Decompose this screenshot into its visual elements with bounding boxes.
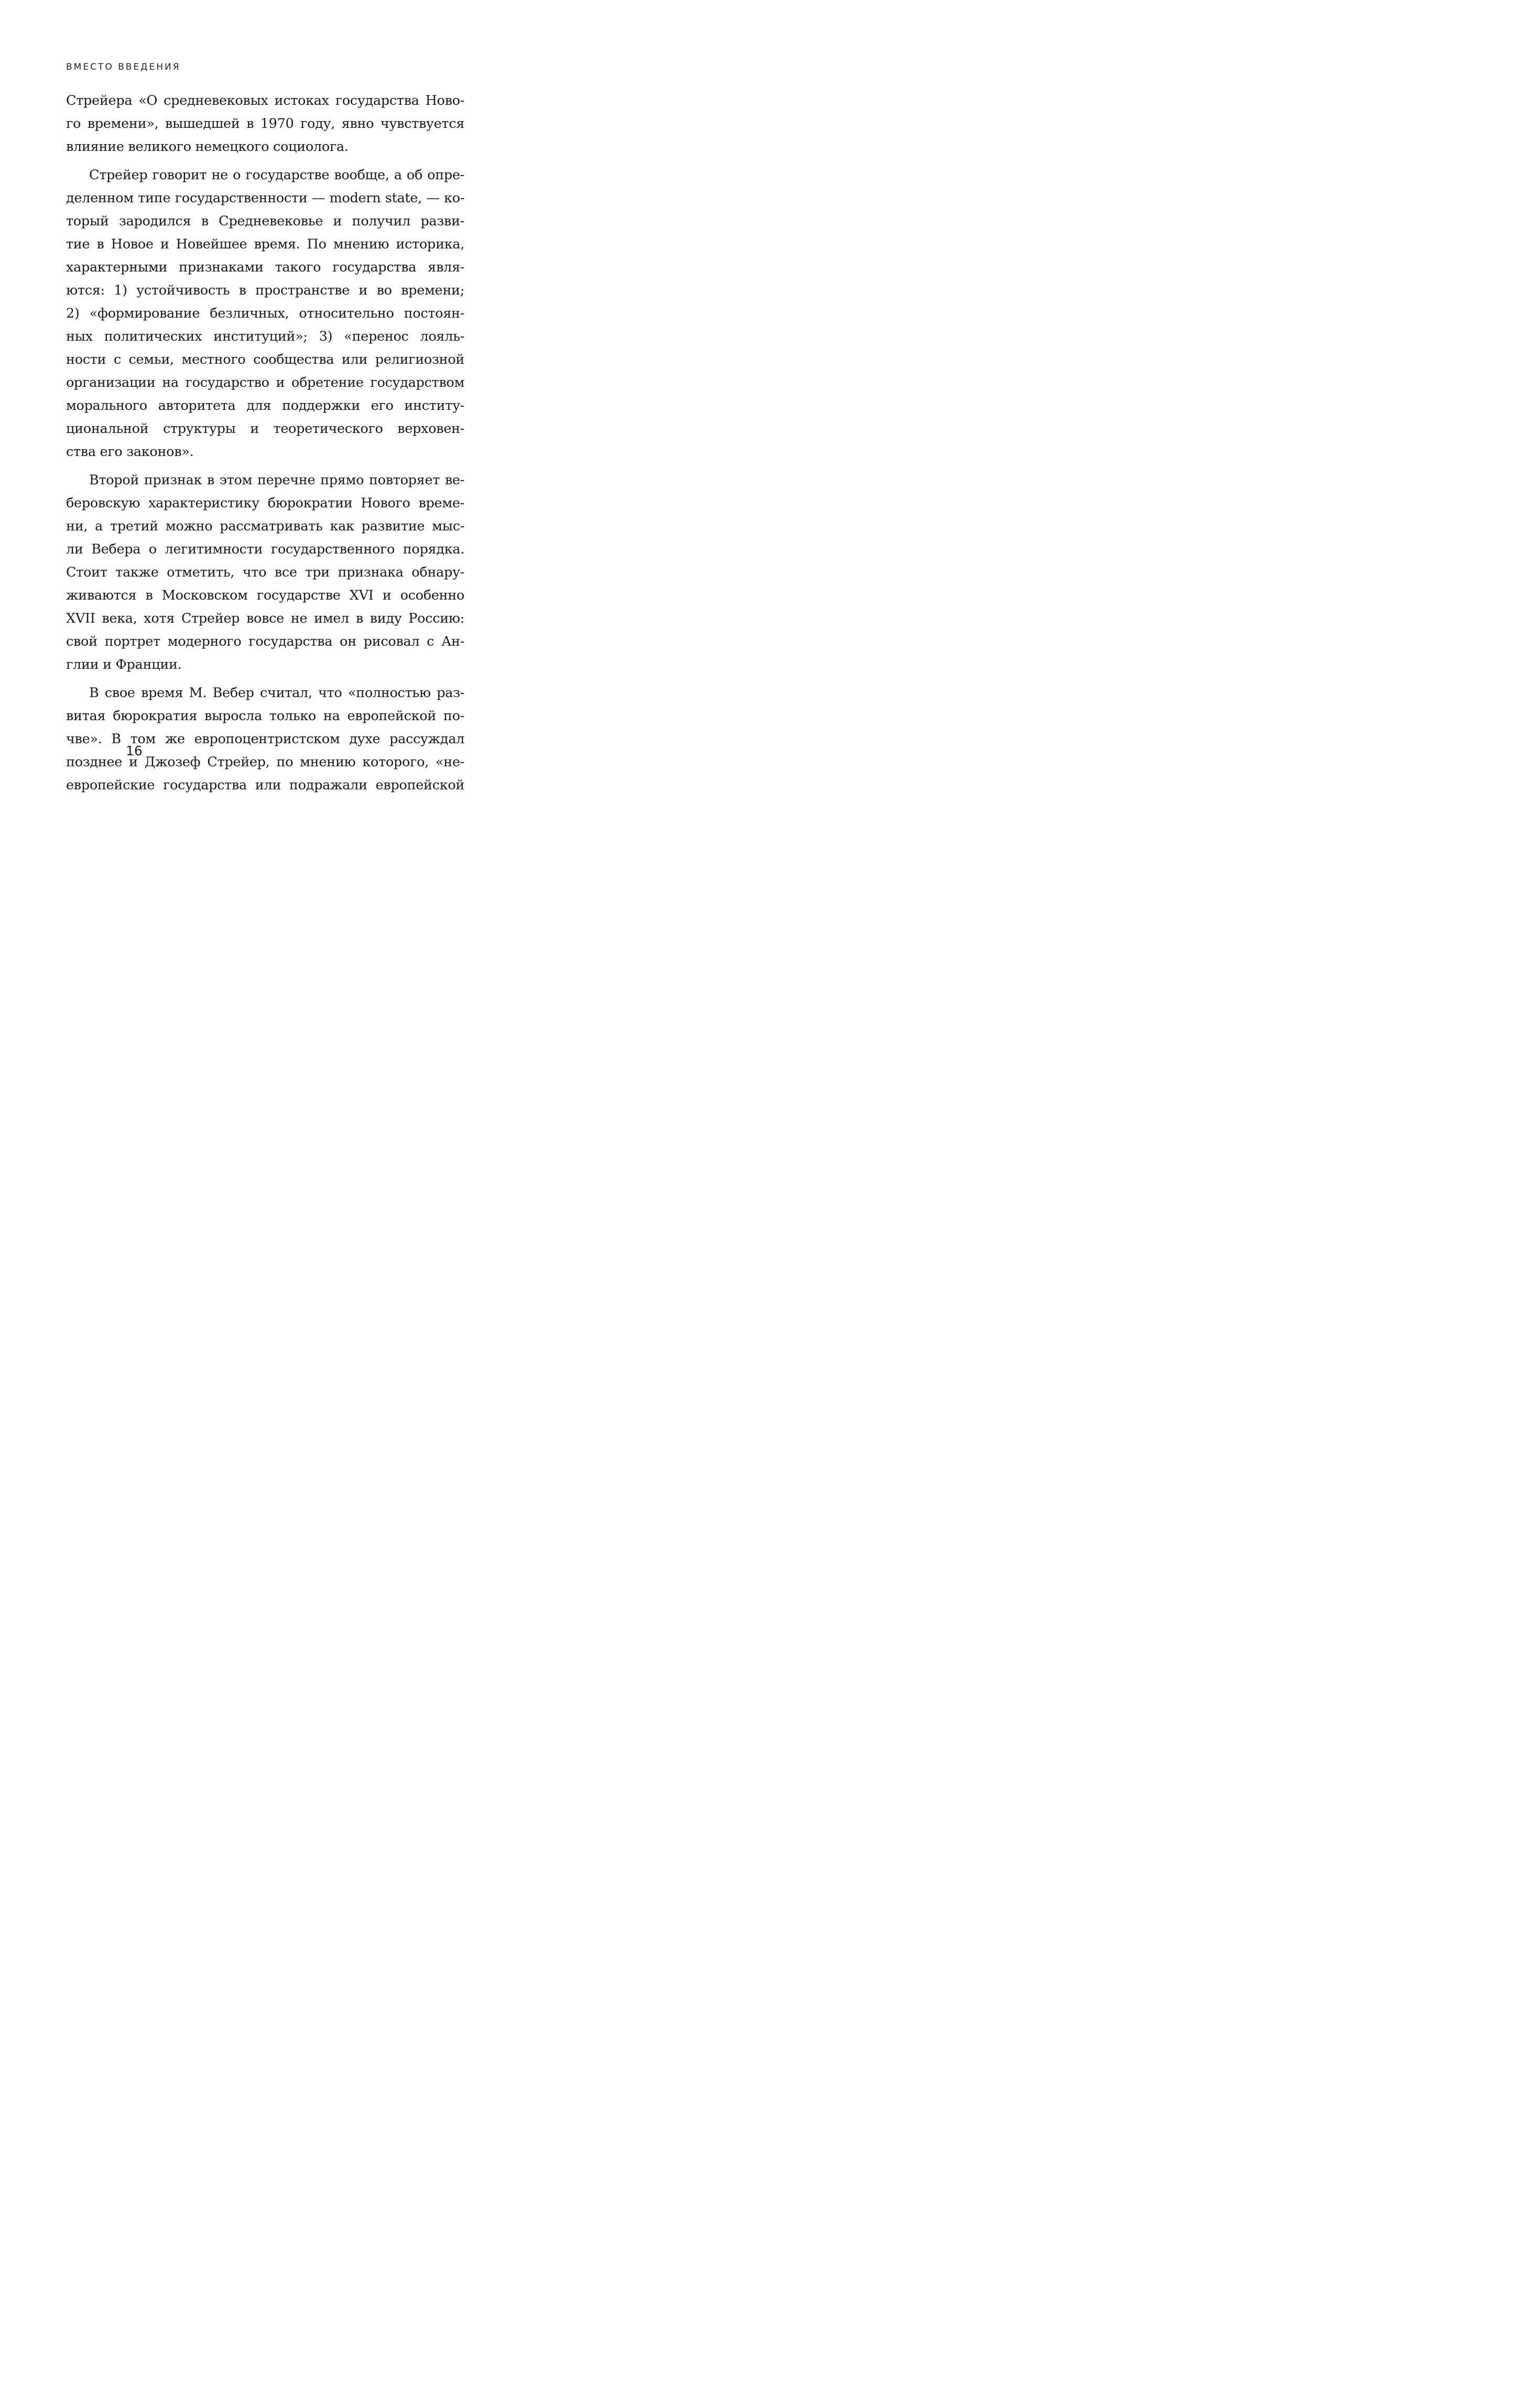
text-line: го времени», вышедшей в 1970 году, явно чувствуется bbox=[66, 116, 464, 132]
text-line: ных политических институций»; 3) «перенос лояль- bbox=[66, 329, 464, 344]
text-line: позднее и Джозеф Стрейер, по мнению которого, «не- bbox=[66, 754, 464, 770]
text-line: Второй признак в этом перечне прямо повторяет ве- bbox=[89, 472, 464, 488]
text-line: ются: 1) устойчивость в пространстве и во времени; bbox=[66, 283, 464, 298]
text-line: чве». В том же европоцентристском духе рассуждал bbox=[66, 731, 464, 747]
text-line: влияние великого немецкого социолога. bbox=[66, 139, 349, 155]
text-line: ности с семьи, местного сообщества или религиозной bbox=[66, 352, 464, 367]
text-line: ства его законов». bbox=[66, 444, 194, 460]
text-line: Стрейера «О средневековых истоках государства Ново- bbox=[66, 93, 464, 108]
text-line: Стоит также отметить, что все три признака обнару- bbox=[66, 564, 464, 580]
text-line: европейские государства или подражали европейской bbox=[66, 777, 464, 793]
page-number: 16 bbox=[126, 743, 143, 758]
text-line: циональной структуры и теоретического верховен- bbox=[66, 421, 464, 437]
text-line: ни, а третий можно рассматривать как развитие мыс- bbox=[66, 518, 464, 534]
page-body bbox=[66, 89, 464, 797]
text-line: торый зародился в Средневековье и получил разви- bbox=[66, 213, 464, 229]
text-line: беровскую характеристику бюрократии Нового време- bbox=[66, 495, 464, 511]
paragraph-4 bbox=[66, 681, 464, 797]
text-line: Стрейер говорит не о государстве вообще, а об опре- bbox=[89, 167, 464, 183]
text-line: XVII века, хотя Стрейер вовсе не имел в виду Россию: bbox=[66, 611, 464, 626]
text-line: В свое время М. Вебер считал, что «полностью раз- bbox=[89, 685, 464, 701]
text-line: ли Вебера о легитимности государственного порядка. bbox=[66, 541, 464, 557]
text-line: глии и Франции. bbox=[66, 657, 182, 672]
paragraph-2 bbox=[66, 164, 464, 463]
text-line: деленном типе государственности — modern state, — ко- bbox=[66, 190, 464, 206]
text-line: живаются в Московском государстве XVI и особенно bbox=[66, 588, 464, 603]
text-line: 2) «формирование безличных, относительно постоян- bbox=[66, 306, 464, 321]
running-header: ВМЕСТО ВВЕДЕНИЯ bbox=[66, 62, 181, 72]
paragraph-3 bbox=[66, 469, 464, 676]
text-line: характерными признаками такого государства явля- bbox=[66, 259, 464, 275]
text-line: морального авторитета для поддержки его институ- bbox=[66, 398, 464, 414]
text-line: организации на государство и обретение государством bbox=[66, 375, 464, 390]
text-line: свой портрет модерного государства он рисовал с Ан- bbox=[66, 634, 464, 649]
paragraph-1 bbox=[66, 89, 464, 158]
text-line: тие в Новое и Новейшее время. По мнению историка, bbox=[66, 236, 464, 252]
text-line: витая бюрократия выросла только на европейской по- bbox=[66, 708, 464, 724]
